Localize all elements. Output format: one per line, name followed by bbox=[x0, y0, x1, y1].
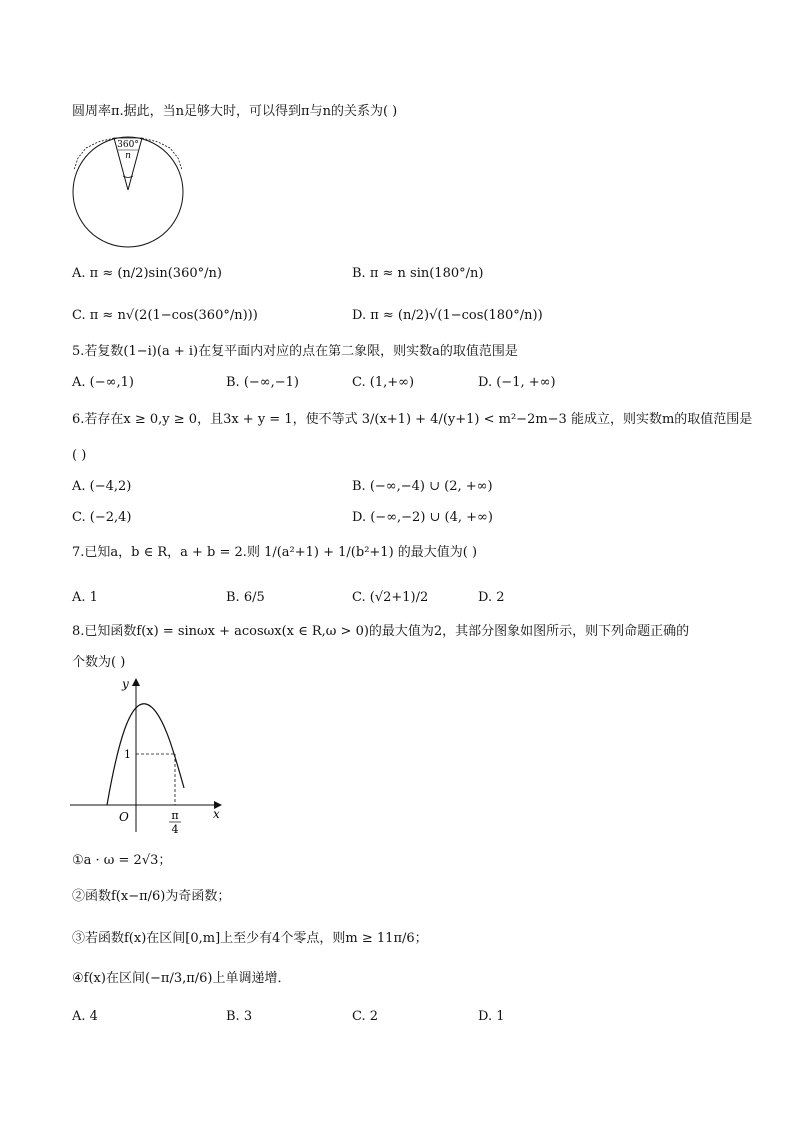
origin-label: O bbox=[119, 810, 129, 824]
q6-paren: ( ) bbox=[72, 448, 87, 463]
y-tick-one: 1 bbox=[124, 748, 131, 761]
x-tick-pi: π bbox=[171, 809, 179, 822]
q5-option-a: A. (−∞,1) bbox=[72, 375, 134, 390]
q6-option-b: B. (−∞,−4) ∪ (2, +∞) bbox=[352, 479, 493, 494]
q5-option-d: D. (−1, +∞) bbox=[478, 375, 556, 390]
q4-option-d: D. π ≈ (n/2)√(1−cos(180°/n)) bbox=[352, 308, 543, 323]
angle-numerator: 360° bbox=[117, 140, 139, 150]
q8-statement-3: ③若函数f(x)在区间[0,m]上至少有4个零点，则m ≥ 11π/6； bbox=[72, 931, 428, 946]
x-label: x bbox=[213, 807, 220, 821]
circle-figure bbox=[68, 132, 190, 250]
q5-option-b: B. (−∞,−1) bbox=[226, 375, 299, 390]
q7-option-a: A. 1 bbox=[72, 590, 98, 605]
function-graph bbox=[66, 672, 228, 840]
q8-statement-4: ④f(x)在区间(−π/3,π/6)上单调递增． bbox=[72, 971, 291, 986]
q6-option-c: C. (−2,4) bbox=[72, 510, 132, 525]
q8-option-c: C. 2 bbox=[352, 1009, 379, 1024]
q7-option-c: C. (√2+1)/2 bbox=[352, 590, 429, 605]
y-label: y bbox=[122, 677, 129, 691]
q8-statement-2: ②函数f(x−π/6)为奇函数； bbox=[72, 889, 231, 904]
q6-option-a: A. (−4,2) bbox=[72, 479, 132, 494]
q6-stem: 6.若存在x ≥ 0,y ≥ 0，且3x + y = 1，使不等式 3/(x+1) + 4/(y+1) < m²−2m−3 能成立，则实数m的取值范围是 bbox=[72, 412, 753, 427]
q8-option-b: B. 3 bbox=[226, 1009, 253, 1024]
q5-stem: 5.若复数(1−i)(a + i)在复平面内对应的点在第二象限，则实数a的取值范围是 bbox=[72, 344, 518, 359]
q8-stem-line2: 个数为( ) bbox=[72, 655, 126, 670]
q8-option-d: D. 1 bbox=[478, 1009, 505, 1024]
q8-statement-1: ①a · ω = 2√3； bbox=[72, 853, 172, 868]
q7-option-b: B. 6/5 bbox=[226, 590, 265, 605]
q8-stem-line1: 8.已知函数f(x) = sinωx + acosωx(x ∈ R,ω > 0)的最大值为2，其部分图象如图所示，则下列命题正确的 bbox=[72, 624, 690, 639]
q8-option-a: A. 4 bbox=[72, 1009, 98, 1024]
q7-stem: 7.已知a，b ∈ R，a + b = 2.则 1/(a²+1) + 1/(b²+1) 的最大值为( ) bbox=[72, 545, 478, 560]
intro-text: 圆周率π.据此，当n足够大时，可以得到π与n的关系为( ) bbox=[72, 104, 398, 119]
q4-option-b: B. π ≈ n sin(180°/n) bbox=[352, 266, 484, 281]
q4-option-c: C. π ≈ n√(2(1−cos(360°/n))) bbox=[72, 308, 258, 323]
q5-option-c: C. (1,+∞) bbox=[352, 375, 415, 390]
q7-option-d: D. 2 bbox=[478, 590, 505, 605]
angle-denominator: n bbox=[125, 151, 131, 161]
q4-option-a: A. π ≈ (n/2)sin(360°/n) bbox=[72, 266, 222, 281]
q6-option-d: D. (−∞,−2) ∪ (4, +∞) bbox=[352, 510, 493, 525]
x-tick-four: 4 bbox=[171, 823, 179, 836]
